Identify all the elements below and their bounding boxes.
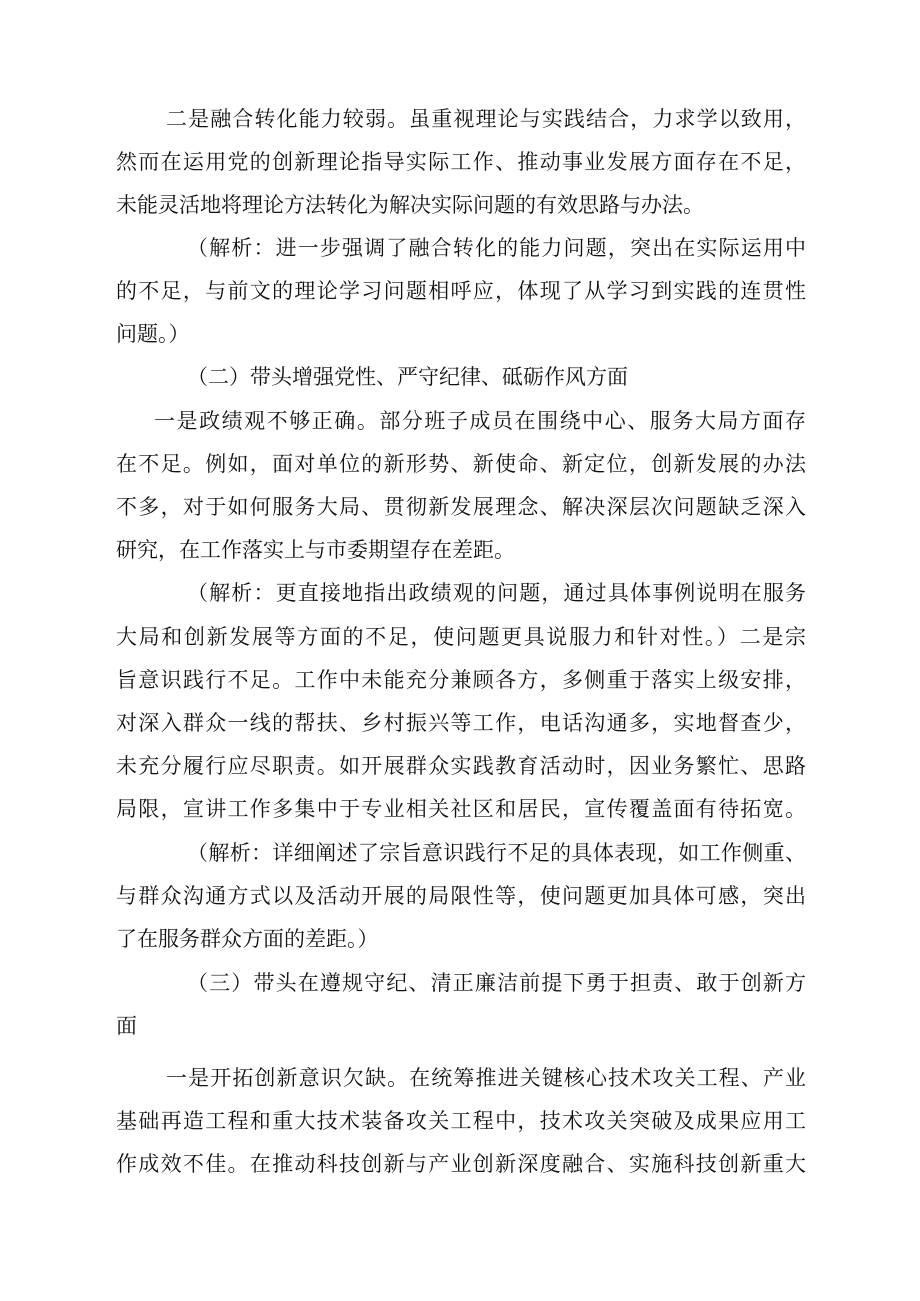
paragraph-line: 一是开拓创新意识欠缺。在统筹推进关键核心技术攻关工程、产业 <box>166 1066 806 1090</box>
paragraph-line: 不多，对于如何服务大局、贯彻新发展理念、解决深层次问题缺乏深入 <box>116 495 806 519</box>
paragraph-line: 研究，在工作落实上与市委期望存在差距。 <box>116 538 515 562</box>
paragraph-line: 基础再造工程和重大技术装备攻关工程中，技术攻关突破及成果应用工 <box>116 1109 806 1133</box>
analysis-line: 了在服务群众方面的差距。） <box>116 927 379 951</box>
paragraph-line: 旨意识践行不足。工作中未能充分兼顾各方，多侧重于落实上级安排， <box>116 668 806 692</box>
paragraph-line: 未充分履行应尽职责。如开展群众实践教育活动时，因业务繁忙、思路 <box>116 754 806 778</box>
paragraph-line: 局限，宣讲工作多集中于专业相关社区和居民，宣传覆盖面有待拓宽。 <box>116 797 806 821</box>
analysis-line: （解析：进一步强调了融合转化的能力问题，突出在实际运用中 <box>187 236 806 260</box>
paragraph-line: 二是融合转化能力较弱。虽重视理论与实践结合，力求学以致用， <box>166 107 806 131</box>
section-heading: （三）带头在遵规守纪、清正廉洁前提下勇于担责、敢于创新方 <box>187 971 806 995</box>
paragraph-line: 未能灵活地将理论方法转化为解决实际问题的有效思路与办法。 <box>116 193 704 217</box>
paragraph-line: 在不足。例如，面对单位的新形势、新使命、新定位，创新发展的办法 <box>116 452 806 476</box>
analysis-line: 的不足，与前文的理论学习问题相呼应，体现了从学习到实践的连贯性 <box>116 279 806 303</box>
analysis-line: 大局和创新发展等方面的不足，使问题更具说服力和针对性。）二是宗 <box>116 625 806 649</box>
section-heading: （二）带头增强党性、严守纪律、砥砺作风方面 <box>187 365 628 389</box>
paragraph-line: 一是政绩观不够正确。部分班子成员在围绕中心、服务大局方面存 <box>154 409 806 433</box>
paragraph-line: 对深入群众一线的帮扶、乡村振兴等工作，电话沟通多，实地督查少， <box>116 711 806 735</box>
analysis-line: （解析：更直接地指出政绩观的问题，通过具体事例说明在服务 <box>187 581 806 605</box>
paragraph-line: 作成效不佳。在推动科技创新与产业创新深度融合、实施科技创新重大 <box>116 1152 806 1176</box>
analysis-line: 问题。） <box>116 322 190 346</box>
section-heading: 面 <box>116 1014 137 1038</box>
analysis-line: 与群众沟通方式以及活动开展的局限性等，使问题更加具体可感，突出 <box>116 884 806 908</box>
paragraph-line: 然而在运用党的创新理论指导实际工作、推动事业发展方面存在不足， <box>116 150 806 174</box>
analysis-line: （解析：详细阐述了宗旨意识践行不足的具体表现，如工作侧重、 <box>187 841 806 865</box>
